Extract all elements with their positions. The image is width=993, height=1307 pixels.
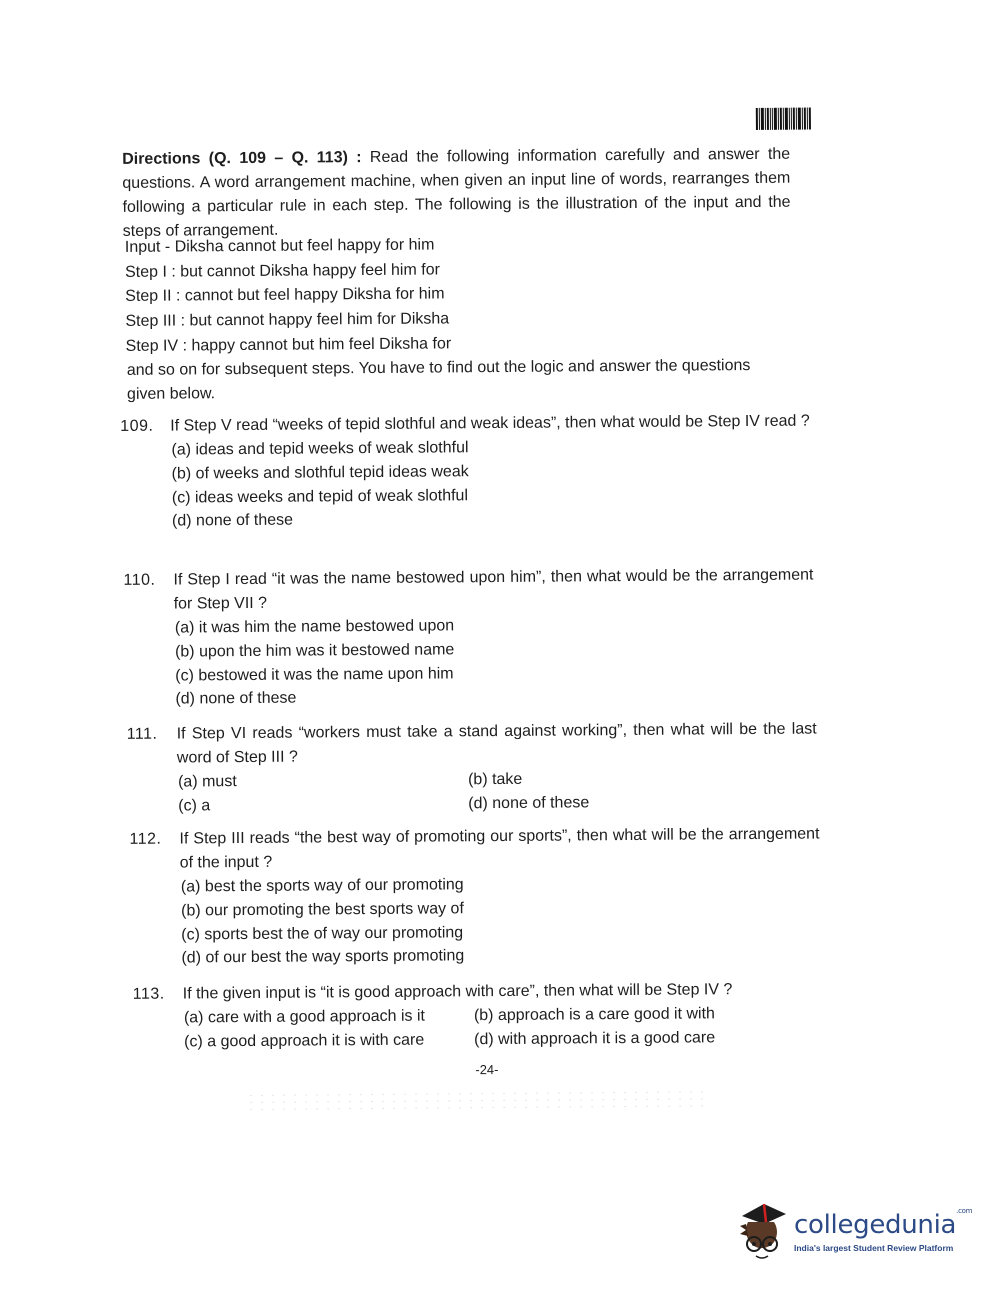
steps-illustration [125, 231, 796, 360]
question-number: 110. [123, 571, 156, 589]
question-text: If Step I read “it was the name bestowed upon him”, then what would be the arrangement for Step VII ? [173, 566, 814, 613]
directions-text: Read the following information carefully and answer the questions. A word arrangement machine, when given an input line of words, rearranges them following a particular rule in each step. The following is the illustration of the input and the steps of arrangement. [122, 145, 791, 240]
directions-label: Directions (Q. 109 – Q. 113) : [122, 149, 362, 168]
option-a: (a) care with a good approach is it [183, 1007, 425, 1027]
after-steps-text: and so on for subsequent steps. You have to find out the logic and answer the questions given below. [126, 357, 751, 403]
option-d: (d) none of these [175, 689, 297, 708]
option-grid [184, 1001, 823, 1054]
option-c: (c) ideas weeks and tepid of weak slothful [171, 486, 469, 507]
question-112 [129, 822, 820, 971]
option-c: (c) a [178, 797, 211, 815]
question-number: 111. [126, 725, 158, 743]
question-text: If Step VI reads “workers must take a stand against working”, then what will be the last word of Step III ? [176, 720, 817, 767]
option-c: (c) sports best the of way our promoting [181, 923, 464, 944]
collegedunia-logo [734, 1196, 973, 1270]
mascot-icon [734, 1196, 790, 1262]
step-2: Step II : cannot but feel happy Diksha for him [125, 285, 445, 306]
logo-wordmark: collegedunia$^{.com}$ [794, 1207, 973, 1240]
page-number: -24- [475, 1062, 499, 1078]
step-4: Step IV : happy cannot but him feel Diksha for [125, 335, 452, 355]
question-109 [120, 410, 811, 535]
option-list [181, 870, 821, 970]
step-1: Step I : but cannot Diksha happy feel him for [124, 261, 440, 281]
option-d: (d) of our best the way sports promoting [181, 947, 465, 967]
option-d: (d) none of these [171, 511, 294, 530]
barcode-icon [756, 107, 822, 130]
option-a: (a) must [177, 773, 237, 791]
step-3: Step III : but cannot happy feel him for Diksha [125, 310, 450, 330]
option-a: (a) best the sports way of our promoting [180, 876, 464, 896]
option-a: (a) it was him the name bestowed upon [174, 617, 455, 637]
option-grid [178, 765, 817, 818]
option-list [175, 612, 815, 712]
logo-suffix: .com [956, 1207, 973, 1215]
scan-speckle [245, 1088, 705, 1112]
question-number: 109. [120, 417, 154, 435]
option-list [171, 434, 811, 534]
question-110 [123, 564, 814, 713]
option-a: (a) ideas and tepid weeks of weak slothful [171, 439, 469, 459]
directions-paragraph [122, 143, 791, 244]
option-b: (b) of weeks and slothful tepid ideas weak [171, 463, 469, 483]
question-text: If the given input is “it is good approach with care”, then what will be Step IV ? [182, 981, 733, 1003]
option-b: (b) our promoting the best sports way of [181, 900, 464, 920]
option-b: (b) upon the him was it bestowed name [174, 641, 455, 661]
question-text: If Step III reads “the best way of promoting our sports”, then what will be the arrangement of the input ? [179, 825, 820, 872]
option-d: (d) none of these [468, 794, 590, 813]
step-input: Input - Diksha cannot but feel happy for him [124, 236, 435, 256]
option-c: (c) a good approach it is with care [184, 1031, 425, 1051]
question-number: 113. [132, 985, 165, 1003]
option-c: (c) bestowed it was the name upon him [175, 664, 454, 685]
option-d: (d) with approach it is a good care [474, 1029, 716, 1049]
question-111 [127, 717, 818, 818]
question-text: If Step V read “weeks of tepid slothful and weak ideas”, then what would be Step IV read ? [170, 412, 810, 435]
question-number: 112. [129, 830, 162, 848]
option-b: (b) take [467, 770, 523, 789]
logo-tagline: India's largest Student Review Platform [794, 1243, 954, 1253]
option-b: (b) approach is a care good it with [473, 1005, 715, 1025]
question-113 [133, 977, 824, 1054]
